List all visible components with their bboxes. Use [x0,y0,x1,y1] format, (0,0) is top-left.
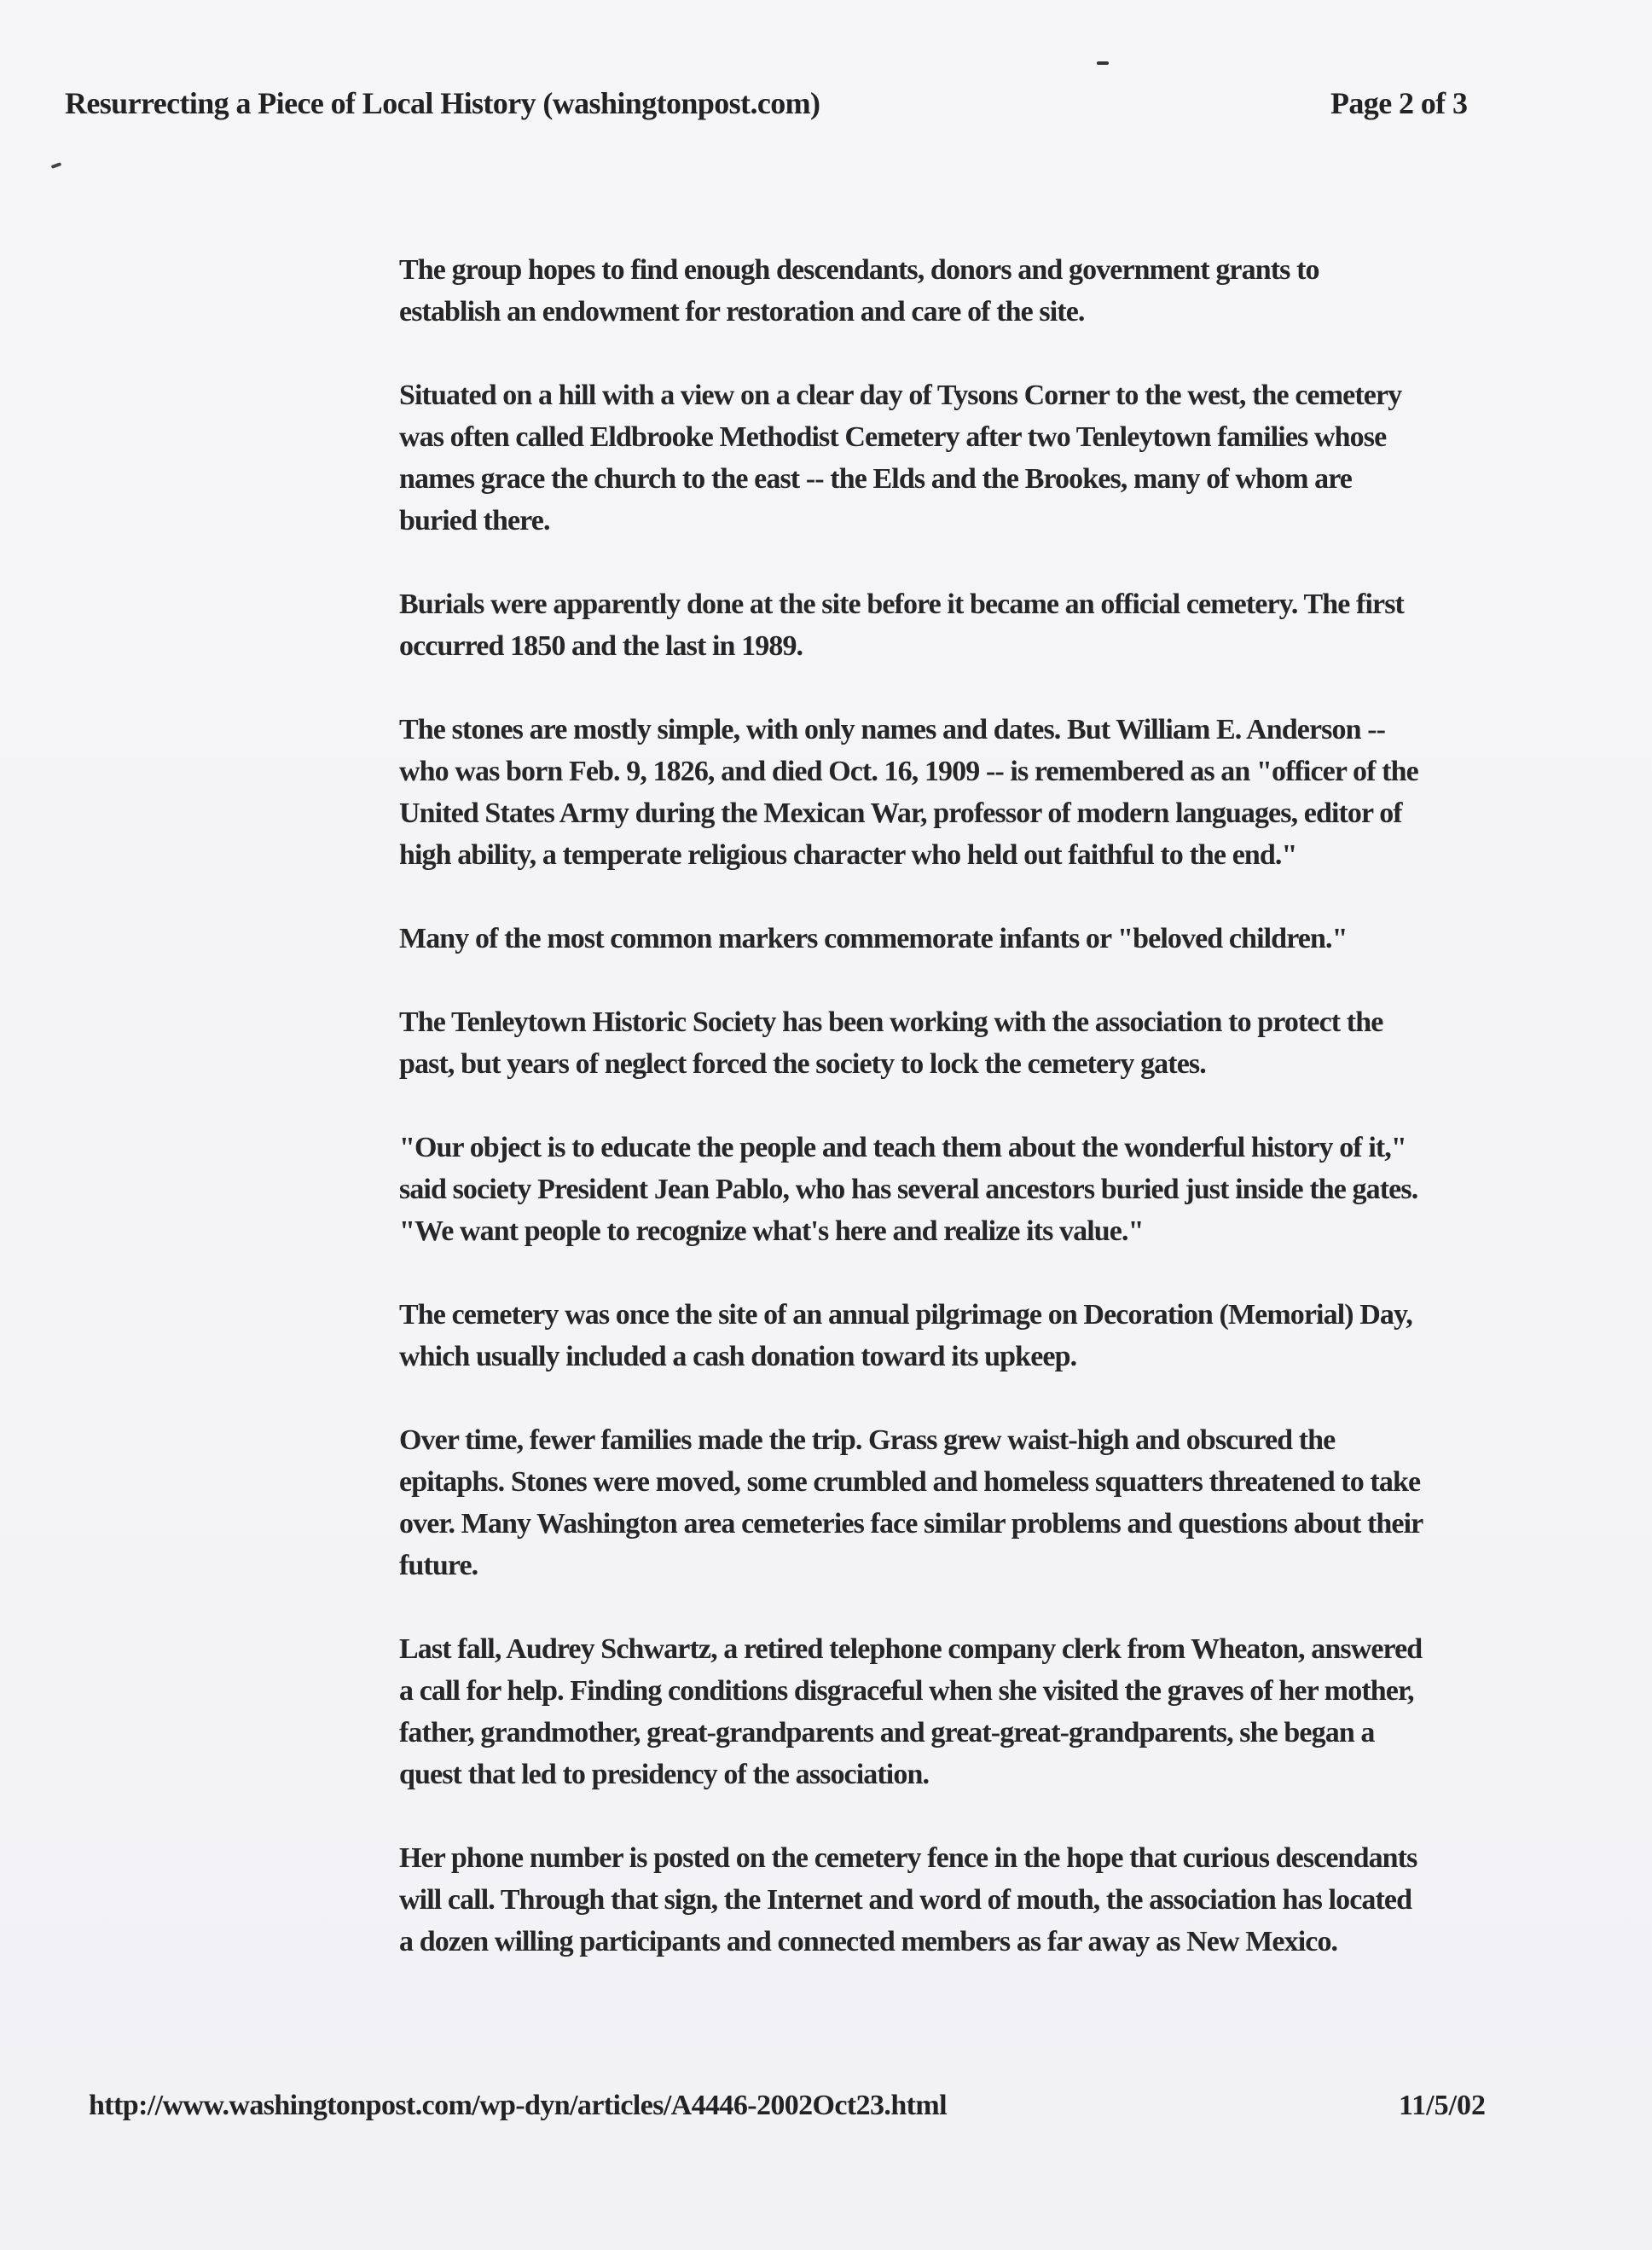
article-paragraph: Her phone number is posted on the cemetery fence in the hope that curious descendants will call. Through that sign, the Internet and word of mouth, the association has located a dozen willing participants and connected members as far away as New Mexico. [399,1842,1417,1957]
page-number: Page 2 of 3 [1330,86,1468,120]
page-header-title: Resurrecting a Piece of Local History (washingtonpost.com) [65,86,820,120]
article-paragraph: Many of the most common markers commemorate infants or "beloved children." [399,923,1348,954]
footer-url: http://www.washingtonpost.com/wp-dyn/articles/A4446-2002Oct23.html [89,2090,947,2121]
article-paragraph: Last fall, Audrey Schwartz, a retired telephone company clerk from Wheaton, answered a call for help. Finding conditions disgraceful when she visited the graves of her mother, father, grandmother, great-grandparents and great-great-grandparents, she began a quest that led to presidency of the association. [399,1633,1423,1790]
footer-date: 11/5/02 [1399,2090,1487,2121]
article-paragraph: Burials were apparently done at the site before it became an official cemetery. The first occurred 1850 and the last in 1989. [399,589,1404,662]
article-paragraph: The Tenleytown Historic Society has been working with the association to protect the past, but years of neglect forced the society to lock the cemetery gates. [399,1006,1383,1080]
article-paragraph: "Our object is to educate the people and teach them about the wonderful history of it," said society President Jean Pablo, who has several ancestors buried just inside the gates. "We want people to recognize what's here and realize its value." [399,1132,1418,1247]
article-paragraph: Situated on a hill with a view on a clear day of Tysons Corner to the west, the cemetery was often called Eldbrooke Methodist Cemetery after two Tenleytown families whose names grace the church to the east -- the Elds and the Brookes, many of whom are buried there. [399,380,1402,536]
article-paragraph: The group hopes to find enough descendants, donors and government grants to establish an endowment for restoration and care of the site. [399,254,1319,328]
article-paragraph: The stones are mostly simple, with only names and dates. But William E. Anderson -- who was born Feb. 9, 1826, and died Oct. 16, 1909 -- is remembered as an "officer of the United States Army during the Mexican War, professor of modern languages, editor of high ability, a temperate religious character who held out faithful to the end." [399,714,1418,871]
article-paragraph: The cemetery was once the site of an annual pilgrimage on Decoration (Memorial) Day, which usually included a cash donation toward its upkeep. [399,1299,1412,1372]
article-body [399,249,1423,2004]
scan-speck [51,162,62,169]
scan-speck [1097,61,1109,65]
article-paragraph: Over time, fewer families made the trip. Grass grew waist-high and obscured the epitaphs. Stones were moved, some crumbled and homeless squatters threatened to take over. Many Washington area cemeteries face similar problems and questions about their future. [399,1424,1423,1581]
